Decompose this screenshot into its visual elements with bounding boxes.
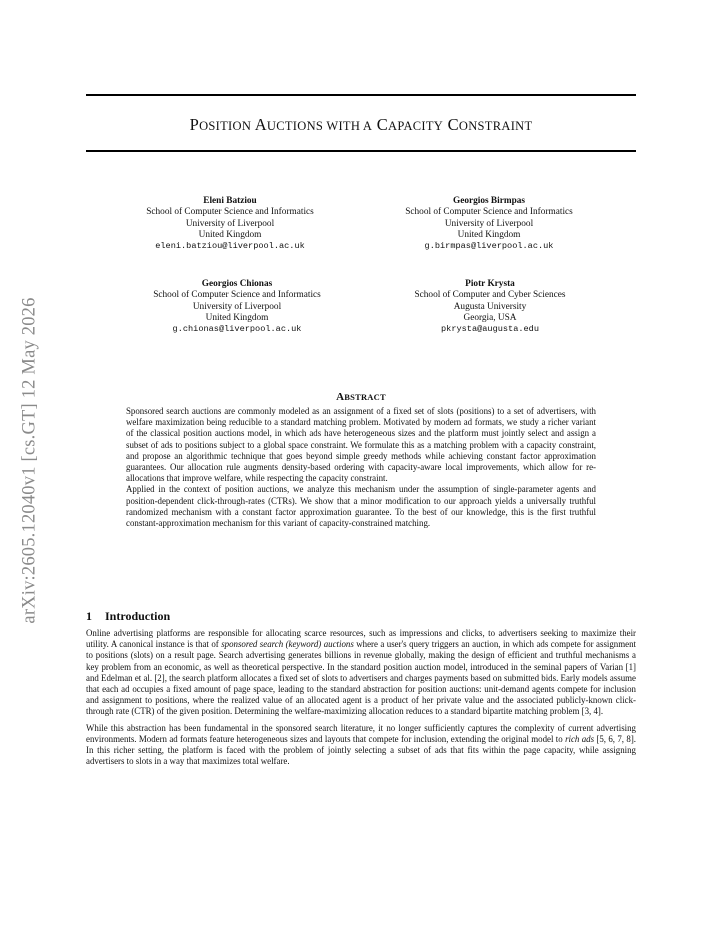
introduction-body <box>86 628 636 772</box>
body-paragraph: While this abstraction has been fundamental in the sponsored search literature, it no longer sufficiently captures the complexity of current advertising environments. Modern ad formats feature heterogeneous sizes and layouts that compete for inclusion, extending the original model to rich ads [5, 6, 7, 8]. In this richer setting, the platform is faced with the problem of jointly selecting a subset of ads that fits within the page capacity, while assigning advertisers to slots in a way that maximizes total welfare. <box>86 722 636 767</box>
author-name: Georgios Chionas <box>201 279 273 289</box>
abstract-paragraph: Applied in the context of position auctions, we analyze this mechanism under the assumption of single-parameter agents and position-dependent click-through-rates (CTRs). We show that a minor modification to our approach yields a universally truthful randomized mechanism with a constant factor approximation guarantee. To the best of our knowledge, this is the first truthful constant-approximation mechanism for this variant of capacity-constrained matching. <box>126 484 596 529</box>
section-title: Introduction <box>105 609 171 623</box>
author-affiliation: Georgia, USA <box>463 312 517 323</box>
author-email[interactable]: g.chionas@liverpool.ac.uk <box>172 324 302 335</box>
author-name: Eleni Batziou <box>203 196 257 206</box>
author-affiliation: School of Computer Science and Informatics <box>153 290 321 301</box>
title-top-rule <box>86 94 636 96</box>
author-name: Piotr Krysta <box>465 279 515 289</box>
author-affiliation: School of Computer Science and Informatics <box>405 207 573 218</box>
author-block-2 <box>359 196 619 252</box>
section-heading <box>86 609 170 624</box>
author-email[interactable]: g.birmpas@liverpool.ac.uk <box>424 241 554 252</box>
author-affiliation: University of Liverpool <box>444 218 534 229</box>
author-affiliation: Augusta University <box>453 301 527 312</box>
author-email[interactable]: pkrysta@augusta.edu <box>441 324 539 335</box>
section-number: 1 <box>86 609 92 623</box>
author-affiliation: United Kingdom <box>205 312 269 323</box>
author-name: Georgios Birmpas <box>452 196 526 206</box>
abstract-heading: ABSTRACT <box>336 391 386 403</box>
author-affiliation: School of Computer and Cyber Sciences <box>414 290 566 301</box>
author-block-1 <box>100 196 360 252</box>
author-email[interactable]: eleni.batziou@liverpool.ac.uk <box>155 241 305 252</box>
author-affiliation: University of Liverpool <box>185 218 275 229</box>
author-affiliation: United Kingdom <box>198 229 262 240</box>
author-block-4 <box>360 279 620 335</box>
author-affiliation: School of Computer Science and Informatics <box>146 207 314 218</box>
abstract-body <box>126 406 596 529</box>
title-bottom-rule <box>86 150 636 152</box>
body-paragraph: Online advertising platforms are responsible for allocating scarce resources, such as impressions and clicks, to advertisers seeking to maximize their utility. A canonical instance is that of sponsored search (keyword) auctions where a user's query triggers an auction, in which ads compete for assignment to positions (slots) on a result page. Search advertising generates billions in revenue globally, making the design of efficient and truthful mechanisms a key problem from an economic, as well as theoretical perspective. In the standard position auction model, introduced in the seminal papers of Varian [1] and Edelman et al. [2], the search platform allocates a fixed set of slots to advertisers and charges payments based on submitted bids. Early models assume that each ad occupies a fixed amount of page space, leading to the standard abstraction for position auctions: unit-demand agents compete for inclusion and assignment to positions, where the realized value of an allocated agent is a product of her private value and the associated publicly-known click-through rate (CTR) of the given position. Determining the welfare-maximizing allocation reduces to a standard bipartite matching problem [3, 4]. <box>86 628 636 717</box>
author-block-3 <box>107 279 367 335</box>
author-affiliation: University of Liverpool <box>192 301 282 312</box>
author-affiliation: United Kingdom <box>457 229 521 240</box>
paper-title: POSITION AUCTIONS WITH A CAPACITY CONSTRAINT <box>189 115 533 134</box>
abstract-paragraph: Sponsored search auctions are commonly modeled as an assignment of a fixed set of slots (positions) to a set of advertisers, with welfare maximization being reducible to a standard matching problem. Motivated by modern ad formats, we study a richer variant of the classical position auctions model, in which ads have heterogeneous sizes and the platform must jointly select and assign a subset of ads to positions subject to a global space constraint. We formulate this as a matching problem with a capacity constraint, and propose an algorithmic technique that goes beyond simple greedy methods while achieving constant factor approximation guarantees. Our allocation rule augments density-based ordering with capacity-aware local improvements, which allow for re-allocations that improve welfare, while respecting the capacity constraint. <box>126 406 596 484</box>
arxiv-identifier: arXiv:2605.12040v1 [cs.GT] 12 May 2026 <box>19 297 40 624</box>
